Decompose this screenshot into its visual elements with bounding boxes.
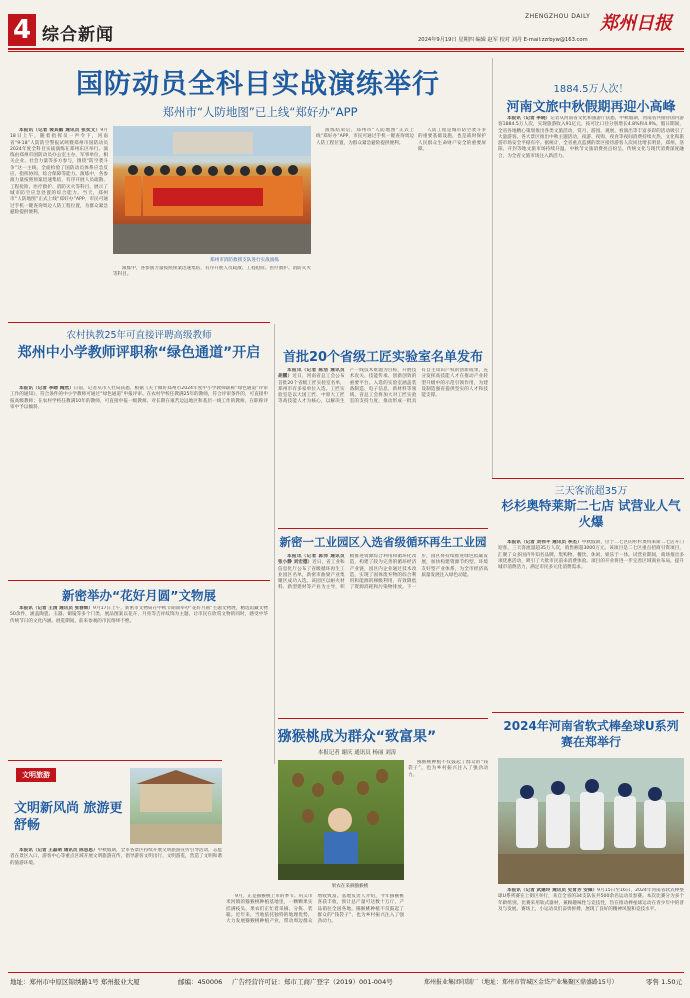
masthead-en: ZHENGZHOU DAILY (525, 13, 591, 20)
lead-body-col4: 人防工程是城市防空袭斗争的重要基础设施，也是战时保护人民群众生命财产安全的重要屏障。 (418, 128, 486, 152)
tourism-photo (130, 768, 222, 844)
lead-body-col2: 演练中，各参演力量按照预案迅速集结，有序开展人员疏散、工程抢险、医疗救护、消防灭火等科目。 (113, 266, 311, 278)
craftsman-body: 本报讯（记者 陈浩 通讯员 胡鹏）近日，河南省总工会公布首批20个省级工匠实验室名单，郑州市有多家单位入选。工匠实验室是以大国工匠、中原大工匠等高技能人才为核心，以解决生产一线技术难题为目标，开展技术攻关、技能传承、创新创效的重要平台。入选的实验室涵盖装备制造、电子信息、新材料等领域。省总工会将加大对工匠实验室的支持力度，推动形成一批具有自主知识产权的创新成果，充分发挥高技能人才在推动产业转型升级中的示范引领作用，为建设制造强省提供坚实的人才和技能支撑。 (278, 368, 488, 405)
lead-title: 国防动员全科目实战演练举行 (76, 69, 440, 100)
kiwi-photo-caption: 果农在采摘猕猴桃 (331, 884, 369, 889)
shopping-title: 杉杉奥特莱斯二七店 试营业人气火爆 (501, 498, 681, 529)
lead-body-col1: 本报讯（记者 裴其鹤 通讯员 张奕文）9月18日上午，随着指挥员一声令下，河南省“9·18”人防防空警报试鸣暨郑州市国防动员2024年度全科目实战演练在郑州东区举行。演练由郑州市国防动员办公室主办，军事单位、相关企业、社会力量等多方参与，围绕“防空袭斗争”这一主线，全面检验了国防动员体系应急反应、指挥协同、综合保障等能力。演练中，各参演力量按照预案迅速集结，有序开展人员疏散、工程抢险、医疗救护、消防灭火等科目，展示了城市防空应急处置的综合能力。当天，郑州市“人防地图”正式上线“郑好办”APP，市民可通过手机一键查询周边人防工程位置，为群众紧急避险提供便利。 (10, 128, 108, 215)
footer-address: 地址：郑州市中原区锦绣路1号 郑州报业大厦 (10, 978, 140, 986)
kiwi-body-side: 猕猴桃种植不仅鼓起了群众的“钱袋子”，也为乡村振兴注入了强劲动力。 (408, 760, 488, 778)
flowermoon-body: 本报讯（记者 王清 通讯员 张春辉）9月17日上午，新密市文物局在中秋节期间举办“花好月圆”主题文物展，精选馆藏文物50余件，涵盖陶瓷、玉器、铜镜等多个门类，展品图案以花卉、月亮等吉祥纹饰为主题，让市民在欣赏文物的同时，感受中华传统节日的文化内涵。展览期间，前来参观的市民络绎不绝。 (10, 606, 268, 624)
footer-price: 零售 1.50元 (646, 978, 683, 986)
softball-body: 本报讯（记者 武建玲 通讯员 史育芳 安锋）9月15日至16日，2024年河南省软式棒垒球U系列赛在上街区举行，来自全省的34支队伍共500余名运动员参赛。本次比赛分为多个年龄组别，比赛采用软式器材，兼顾趣味性与竞技性，旨在推动棒垒球运动在青少年中的普及与发展。赛场上，小运动员们奋勇拼搏，展现了良好的精神风貌和竞技水平。 (498, 888, 684, 912)
craftsman-title: 首批20个省级工匠实验室名单发布 (282, 350, 484, 365)
greenchannel-title: 郑州中小学教师评职称“绿色通道”开启 (17, 345, 261, 361)
footer-license: 广告经营许可证：郑市工商广登字（2019）001-004号 (232, 978, 393, 986)
kiwi-byline: 本报记者 谢庆 通讯员 杨丽 刘涛 (317, 750, 397, 756)
masthead-rule (8, 48, 684, 50)
footer-rule (8, 972, 684, 973)
shopping-kicker: 三天客流超35万 (554, 486, 628, 497)
softball-photo (498, 758, 684, 884)
footer-printer: 郑州报业集团印制厂（地址：郑州市管城区金岱产业集聚区鼎盛路15号） (424, 979, 618, 986)
kiwi-body: 9月，正是猕猴桃上市的季节。巩义市米河镇的猕猴桃种植基地里，一颗颗果实挂满枝头，果农们正忙着采摘、分拣、装箱。近年来，当地依托独特的地理优势，大力发展猕猴桃种植产业，带动周边群众增收致富。基地负责人介绍，今年猕猴桃喜获丰收，预计总产量可达数十万斤，产品销往全国各地。猕猴桃种植不仅鼓起了群众的“钱袋子”，也为乡村振兴注入了强劲动力。 (226, 894, 404, 925)
kiwi-title: 猕猴桃成为群众“致富果” (277, 729, 437, 745)
masthead-logo: 郑州日报 (600, 13, 672, 34)
lead-photo-caption: 郑州市消防救援支队进行实战演练 (210, 258, 279, 263)
tourism-headline: 河南文旅中秋假期再迎小高峰 (506, 100, 676, 115)
footer-postcode: 邮编：450006 (178, 978, 223, 986)
tourism-body: 本报讯（记者 李晓）记者从河南省文化和旅游厅获悉，中秋假期，河南省共接待国内游客1884.5万人次，实现旅游收入91亿元，按可比口径分别增长4.8%和4.9%。假日期间，全省各地精心策划推出各类文旅活动，赏月、游园、观展、看演出等丰富多彩的活动吸引了大量游客。各大景区推出中秋主题活动，夜游、夜购、夜食等夜间消费持续火热，文化和旅游市场安全平稳有序。据统计，全省重点监测的景区接待游客人次同比增长明显，郑州、洛阳、开封等地文旅市场持续升温，中秋节文旅消费亮点纷呈，传统文化与现代消费深度融合，为全省文旅市场注入新活力。 (498, 116, 684, 159)
tourism-kicker: 1884.5万人次！ (553, 84, 629, 95)
kiwi-photo (278, 760, 404, 880)
lead-photo (113, 126, 311, 254)
greenchannel-body: 本报讯（记者 李晴 陶然）日前，记者从市人社局获悉，根据《关于做好郑州市2024年度中小学教师职称“绿色通道”评审工作的通知》，符合条件的中小学教师可通过“绿色通道”申报评审。在农村学校任教满25年的教师，符合评审条件的，可直接申报高级教师；在农村学校任教满10年的教师，可直接申报一级教师。对长期在艰苦边远地区和基层一线工作的教师，在职称评审中予以倾斜。 (10, 386, 268, 410)
page-number: 4 (8, 14, 36, 46)
section-name: 综合新闻 (42, 25, 114, 45)
shopping-body: 本报讯（记者 刘伟平 通讯员 李杰）中秋假期，位于二七区的杉杉奥特莱斯二七店开门迎客，三天客流量超35万人次，销售额超3000万元。该项目是二七区重点招商引资项目，汇聚了众多国内外知名品牌，集购物、餐饮、休闲、娱乐于一体。试营业期间，商场推出多项优惠活动，吸引了大批市民前来消费体验。项目的开业将进一步完善区域商业布局，提升城市消费活力，满足市民多元化消费需求。 (498, 540, 684, 571)
circular-body: 本报讯（记者 郭沛 通讯员 张小静 刘宏德）近日，省工业和信息化厅公布了省级循环再生工业园区名单，新密市曲梁产业集聚区成功入选。该园区以耐火材料、新型建材等产业为主导，积极推进资源综合利用和循环化改造，构建了较为完善的循环经济产业链，园区内企业通过技术改造，实现了固体废弃物的综合利用和能源的梯级利用，有效降低了资源消耗和污染物排放。下一步，园区将持续推进绿色低碳发展，加快构建资源节约型、环境友好型产业体系，为全市经济高质量发展注入绿色动能。 (278, 554, 488, 591)
lead-subtitle: 郑州市“人防地图”已上线“郑好办”APP (162, 105, 358, 119)
greenchannel-kicker: 农村执教25年可直接评聘高级教师 (66, 330, 212, 341)
softball-title: 2024年河南省软式棒垒球U系列赛在郑举行 (503, 719, 679, 749)
tourism-civility-body: 本报讯（记者 王磊萌 通讯员 陈思思）中秋假期，全市各景区持续开展文明旅游宣传引导活动，志愿者在景区入口、游客中心等重点区域开展文明旅游宣传，倡导游客文明出行、文明游览，营造了文明和谐的旅游环境。 (10, 848, 222, 866)
masthead-info: 2024年9月19日 星期四 编辑 赵军 校对 刘丹 E-mail:zzrbyw@163.com (418, 37, 588, 43)
tourism-civility-title: 文明新风尚 旅游更舒畅 (14, 801, 123, 833)
tourism-badge: 文明旅游 (16, 768, 56, 782)
lead-body-col3: 演练结束后，郑州市“人防地图”正式上线“郑好办”APP，市民可通过手机一键查询周边人防工程位置，为群众紧急避险提供便利。 (316, 128, 414, 146)
circular-title: 新密一工业园区入选省级循环再生工业园 (279, 535, 487, 549)
flowermoon-title: 新密举办“花好月圆”文物展 (62, 588, 216, 603)
